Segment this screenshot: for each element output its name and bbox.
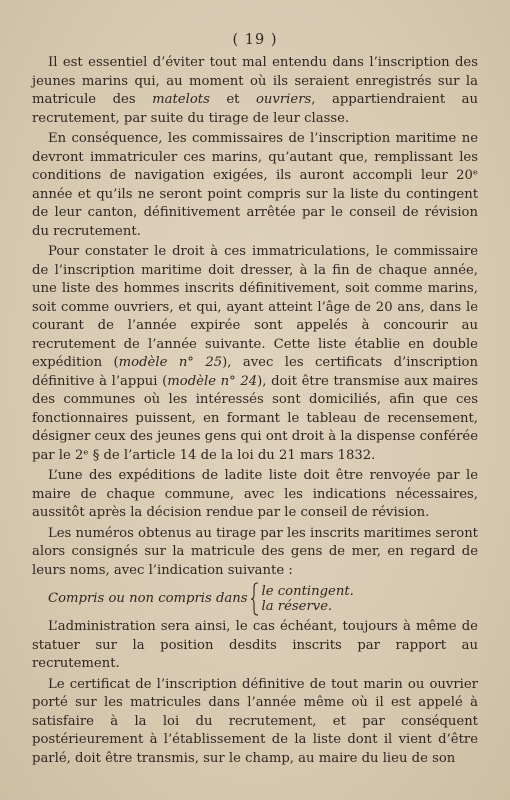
paragraph — [32, 618, 478, 674]
text-run: Les numéros obtenus au tirage par les inscrits maritimes seront alors consignés sur la matricule des gens de mer, en regard de leurs noms, avec l’indication suivante : — [32, 525, 478, 578]
brace-lead-text: Compris ou non compris dans — [48, 591, 248, 607]
paragraph — [32, 243, 478, 465]
brace-annotation — [48, 582, 478, 616]
paragraphs-before — [32, 54, 478, 580]
text-run: Pour constater le droit à ces immatriculations, le commissaire de l’inscription maritime doit dresser, à la fin de chaque année, une liste des hommes inscrits définitivement, soit comme marins, soit comme ouvriers, et qui, ayant atteint l’âge de 20 ans, dans le courant de l’année expirée sont appelés à concourir au recrutement de l’année suivante. Cette liste établie en double expédition ( — [32, 244, 478, 370]
text-run: Il est essentiel d’éviter tout mal entendu dans l’inscription des jeunes marins qui, au moment où ils seraient enregistrés sur la matricule des — [32, 55, 478, 107]
brace-option-reserve: la réserve. — [261, 599, 333, 614]
brace-option-contingent: le contingent. — [261, 583, 354, 599]
body-text — [32, 54, 478, 768]
brace-options — [262, 584, 354, 615]
italic-text: ouvriers — [255, 92, 312, 107]
paragraphs-after — [32, 618, 478, 768]
text-run: , appartiendraient au recrutement, par suite du tirage de leur classe. — [32, 92, 478, 126]
text-run: et — [209, 92, 256, 107]
page-number: ( 19 ) — [232, 32, 278, 48]
paragraph — [32, 676, 478, 769]
text-run: L’une des expéditions de ladite liste doit être renvoyée par le maire de chaque commune, avec les indications nécessaires, aussitôt après la décision rendue par le conseil de révision. — [32, 468, 478, 520]
italic-text: modèle n° 24 — [167, 373, 258, 389]
italic-text: matelots — [152, 92, 210, 107]
paragraph — [32, 54, 478, 128]
paragraph — [32, 467, 478, 523]
curly-brace-icon — [250, 582, 260, 616]
italic-text: modèle n° 25 — [118, 355, 223, 370]
paragraph — [32, 130, 478, 241]
paragraph — [32, 525, 478, 581]
text-run: L’administration sera ainsi, le cas échéant, toujours à même de statuer sur la position desdits inscrits par rapport au recrutement. — [32, 619, 478, 671]
text-run: ), doit être transmise aux maires des communes où les intéressés sont domiciliés, afin que ces fonctionnaires puissent, en formant le tableau de recensement, désigner ceux des jeunes gens qui ont droit à la dispense conférée par le 2ᵉ § de l’article 14 de la loi du 21 mars 1832. — [32, 373, 479, 463]
text-run: En conséquence, les commissaires de l’inscription maritime ne devront immatriculer ces marins, qu’autant que, remplissant les conditions de navigation exigées, ils auront accompli leur 20ᵉ année et qu’ils ne seront point compris sur la liste du contingent de leur canton, définitivement arrêtée par le conseil de révision du recrutement. — [32, 131, 478, 239]
text-run: Le certificat de l’inscription définitive de tout marin ou ouvrier porté sur les matricules dans l’année même où il est appelé à satisfaire à la loi du recrutement, et par conséquent postérieurement à l’établissement de la liste dont il vient d’être parlé, doit être transmis, sur le champ, au maire du lieu de son — [32, 676, 478, 766]
text-run: ), avec les certificats d’inscription définitive à l’appui ( — [32, 355, 478, 389]
